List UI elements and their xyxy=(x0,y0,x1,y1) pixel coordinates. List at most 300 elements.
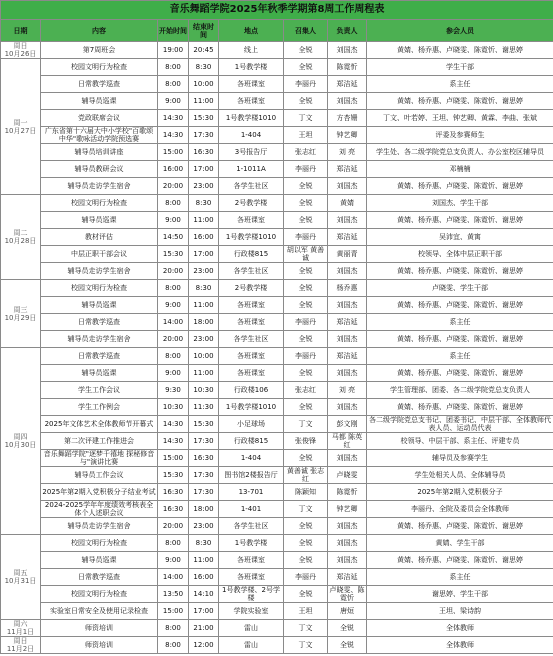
schedule-row xyxy=(1,501,553,518)
cell-end: 23:00 xyxy=(189,331,219,348)
cell-attendees: 黄婧、杨乔惠、卢晓雯、陈霓忻、谢思婷 xyxy=(367,552,553,569)
cell-convener: 李丽丹 xyxy=(284,569,328,586)
header-end: 结束时间 xyxy=(189,20,219,42)
cell-start: 16:00 xyxy=(158,161,189,178)
schedule-row xyxy=(1,263,553,280)
cell-place: 1-1011A xyxy=(219,161,284,178)
day-weekday: 周一 xyxy=(13,118,28,127)
cell-content: 2025年第2期入党积极分子结业考试 xyxy=(41,484,158,501)
schedule-row xyxy=(1,365,553,382)
cell-convener: 李丽丹 xyxy=(284,314,328,331)
schedule-row xyxy=(1,280,553,297)
cell-end: 15:30 xyxy=(189,110,219,127)
cell-end: 16:00 xyxy=(189,229,219,246)
cell-place: 线上 xyxy=(219,42,284,59)
cell-owner: 陈霓忻 xyxy=(328,59,367,76)
cell-owner: 郑洁延 xyxy=(328,229,367,246)
day-weekday: 周日 xyxy=(13,42,28,50)
cell-content: 日常教学巡查 xyxy=(41,569,158,586)
cell-start: 14:00 xyxy=(158,569,189,586)
cell-end: 18:00 xyxy=(189,501,219,518)
cell-content: 学生工作会议 xyxy=(41,382,158,399)
cell-content: 辅导员走访学生宿舍 xyxy=(41,178,158,195)
day-date: 11月2日 xyxy=(6,645,35,653)
cell-content: 辅导员走访学生宿舍 xyxy=(41,518,158,535)
cell-end: 11:00 xyxy=(189,212,219,229)
cell-place: 各班课室 xyxy=(219,314,284,331)
schedule-row xyxy=(1,195,553,212)
cell-start: 8:00 xyxy=(158,620,189,637)
cell-start: 8:00 xyxy=(158,348,189,365)
cell-start: 8:00 xyxy=(158,637,189,654)
cell-owner: 刘国杰 xyxy=(328,212,367,229)
cell-owner: 刘国杰 xyxy=(328,518,367,535)
cell-place: 雷山 xyxy=(219,620,284,637)
cell-content: 辅导员巡课 xyxy=(41,93,158,110)
schedule-row xyxy=(1,178,553,195)
cell-attendees: 吴沛宜、黄寓 xyxy=(367,229,553,246)
cell-place: 1号教学楼1010 xyxy=(219,399,284,416)
cell-owner: 全锐 xyxy=(328,637,367,654)
cell-end: 14:10 xyxy=(189,586,219,603)
cell-start: 10:30 xyxy=(158,399,189,416)
cell-content: 校园文明行为检查 xyxy=(41,195,158,212)
schedule-row xyxy=(1,59,553,76)
cell-start: 16:30 xyxy=(158,501,189,518)
schedule-row xyxy=(1,637,553,654)
header-owner: 负责人 xyxy=(328,20,367,42)
cell-end: 11:00 xyxy=(189,365,219,382)
schedule-row xyxy=(1,450,553,467)
cell-place: 行政楼815 xyxy=(219,433,284,450)
cell-content: 辅导员巡课 xyxy=(41,212,158,229)
cell-start: 15:00 xyxy=(158,603,189,620)
cell-attendees: 评委及参赛师生 xyxy=(367,127,553,144)
cell-place: 各班课室 xyxy=(219,297,284,314)
cell-convener: 全锐 xyxy=(284,331,328,348)
cell-place: 各学生社区 xyxy=(219,178,284,195)
cell-end: 10:00 xyxy=(189,348,219,365)
cell-content: 中层正职干部会议 xyxy=(41,246,158,263)
cell-place: 各班课室 xyxy=(219,552,284,569)
schedule-row xyxy=(1,586,553,603)
cell-attendees: 黄婧、杨乔惠、卢晓雯、陈霓忻、谢思婷 xyxy=(367,42,553,59)
cell-owner: 钟艺卿 xyxy=(328,127,367,144)
cell-owner: 刘国杰 xyxy=(328,331,367,348)
cell-owner: 刘国杰 xyxy=(328,450,367,467)
cell-start: 8:00 xyxy=(158,535,189,552)
schedule-row xyxy=(1,348,553,365)
cell-attendees: 学生干部 xyxy=(367,59,553,76)
cell-start: 8:00 xyxy=(158,76,189,93)
schedule-row xyxy=(1,399,553,416)
cell-start: 9:00 xyxy=(158,212,189,229)
cell-place: 2号教学楼 xyxy=(219,195,284,212)
cell-attendees: 黄婧、杨乔惠、卢晓雯、陈霓忻、谢思婷 xyxy=(367,93,553,110)
schedule-row xyxy=(1,535,553,552)
header-attendees: 参会人员 xyxy=(367,20,553,42)
cell-content: 辅导员巡课 xyxy=(41,297,158,314)
cell-owner: 郑洁延 xyxy=(328,161,367,178)
cell-content: 辅导员走访学生宿舍 xyxy=(41,331,158,348)
schedule-row xyxy=(1,382,553,399)
cell-end: 17:30 xyxy=(189,433,219,450)
cell-owner: 刘国杰 xyxy=(328,399,367,416)
day-weekday: 周三 xyxy=(13,305,28,314)
cell-attendees: 黄婧、杨乔惠、卢晓雯、陈霓忻、谢思婷 xyxy=(367,178,553,195)
cell-owner: 彭文刚 xyxy=(328,416,367,433)
cell-attendees: 黄婧、杨乔惠、卢晓雯、陈霓忻、谢思婷 xyxy=(367,212,553,229)
cell-start: 9:00 xyxy=(158,93,189,110)
cell-convener: 全锐 xyxy=(284,297,328,314)
cell-convener: 胡以军 黄善诚 xyxy=(284,246,328,263)
cell-attendees: 卢晓雯、学生干部 xyxy=(367,280,553,297)
cell-start: 9:00 xyxy=(158,297,189,314)
cell-owner: 刘国杰 xyxy=(328,93,367,110)
cell-place: 各班课室 xyxy=(219,212,284,229)
cell-content: 日常教学巡查 xyxy=(41,76,158,93)
cell-attendees: 系主任 xyxy=(367,314,553,331)
cell-place: 行政楼106 xyxy=(219,382,284,399)
cell-attendees: 黄婧、杨乔惠、卢晓雯、陈霓忻、谢思婷 xyxy=(367,331,553,348)
cell-place: 各班课室 xyxy=(219,93,284,110)
schedule-row xyxy=(1,93,553,110)
schedule-row xyxy=(1,620,553,637)
cell-attendees: 黄婧、杨乔惠、卢晓雯、陈霓忻、谢思婷 xyxy=(367,518,553,535)
cell-owner: 马都 陈英红 xyxy=(328,433,367,450)
cell-attendees: 黄婧、杨乔惠、卢晓雯、陈霓忻、谢思婷 xyxy=(367,297,553,314)
header-convener: 召集人 xyxy=(284,20,328,42)
cell-end: 17:00 xyxy=(189,603,219,620)
cell-attendees: 辅导员及参赛学生 xyxy=(367,450,553,467)
cell-content: 辅导员教研会议 xyxy=(41,161,158,178)
cell-place: 各班课室 xyxy=(219,76,284,93)
cell-place: 小足球场 xyxy=(219,416,284,433)
cell-place: 1-404 xyxy=(219,127,284,144)
cell-attendees: 李丽丹、全院及委员会全体教师 xyxy=(367,501,553,518)
cell-start: 9:00 xyxy=(158,365,189,382)
day-cell xyxy=(1,620,41,637)
cell-start: 14:30 xyxy=(158,127,189,144)
cell-owner: 郑洁延 xyxy=(328,76,367,93)
cell-owner: 刘 亮 xyxy=(328,382,367,399)
cell-end: 23:00 xyxy=(189,178,219,195)
cell-attendees: 全体教师 xyxy=(367,637,553,654)
cell-place: 1号教学楼、2号学楼 xyxy=(219,586,284,603)
cell-convener: 全锐 xyxy=(284,263,328,280)
cell-end: 16:30 xyxy=(189,450,219,467)
cell-owner: 唐烜 xyxy=(328,603,367,620)
cell-start: 8:00 xyxy=(158,280,189,297)
cell-attendees: 邓楠楠 xyxy=(367,161,553,178)
cell-end: 8:30 xyxy=(189,195,219,212)
cell-attendees: 刘国杰、学生干部 xyxy=(367,195,553,212)
cell-place: 各班课室 xyxy=(219,348,284,365)
cell-owner: 郑洁延 xyxy=(328,348,367,365)
cell-end: 17:30 xyxy=(189,467,219,484)
day-cell xyxy=(1,59,41,195)
cell-attendees: 系主任 xyxy=(367,569,553,586)
cell-attendees: 丁文、叶若婷、王坦、钟艺卿、黄霖、李曲、张斌 xyxy=(367,110,553,127)
cell-owner: 刘国杰 xyxy=(328,178,367,195)
cell-start: 9:00 xyxy=(158,552,189,569)
cell-start: 13:50 xyxy=(158,586,189,603)
cell-content: 校园文明行为检查 xyxy=(41,280,158,297)
cell-end: 10:00 xyxy=(189,76,219,93)
cell-convener: 王坦 xyxy=(284,127,328,144)
cell-convener: 全锐 xyxy=(284,59,328,76)
cell-attendees: 各二级学院党总支书记、团委书记、中层干部、全体教师代表人员、运动员代表 xyxy=(367,416,553,433)
cell-attendees: 学生处、各二级学院党总支负责人、办公室校区辅导员 xyxy=(367,144,553,161)
cell-content: 音乐舞蹈学院"逐梦千禧地 探秘修音与"演讲比赛 xyxy=(41,450,158,467)
cell-end: 23:00 xyxy=(189,263,219,280)
cell-start: 14:00 xyxy=(158,314,189,331)
cell-end: 11:00 xyxy=(189,552,219,569)
cell-attendees: 学生处相关人员、全体辅导员 xyxy=(367,467,553,484)
cell-convener: 李丽丹 xyxy=(284,348,328,365)
day-date: 10月26日 xyxy=(4,50,37,58)
cell-owner: 刘国杰 xyxy=(328,552,367,569)
cell-convener: 全锐 xyxy=(284,93,328,110)
cell-start: 8:00 xyxy=(158,195,189,212)
cell-content: 学生工作例会 xyxy=(41,399,158,416)
cell-end: 16:00 xyxy=(189,569,219,586)
cell-place: 13-701 xyxy=(219,484,284,501)
cell-content: 辅导员巡课 xyxy=(41,365,158,382)
header-content: 内容 xyxy=(41,20,158,42)
schedule-row xyxy=(1,76,553,93)
cell-content: 日常教学巡查 xyxy=(41,314,158,331)
schedule-row xyxy=(1,144,553,161)
day-date: 10月31日 xyxy=(4,577,37,585)
cell-end: 12:00 xyxy=(189,637,219,654)
cell-convener: 全锐 xyxy=(284,586,328,603)
cell-place: 1号教学楼1010 xyxy=(219,110,284,127)
cell-end: 8:30 xyxy=(189,280,219,297)
schedule-row xyxy=(1,331,553,348)
cell-start: 20:00 xyxy=(158,263,189,280)
cell-convener: 全锐 xyxy=(284,552,328,569)
cell-start: 8:00 xyxy=(158,59,189,76)
day-date: 10月30日 xyxy=(4,441,37,449)
cell-content: 师资培训 xyxy=(41,620,158,637)
cell-place: 各班课室 xyxy=(219,365,284,382)
cell-content: 辅导员巡课 xyxy=(41,552,158,569)
cell-owner: 郑洁延 xyxy=(328,569,367,586)
schedule-row xyxy=(1,42,553,59)
cell-attendees: 黄婧、杨乔惠、卢晓雯、陈霓忻、谢思婷 xyxy=(367,399,553,416)
cell-place: 1-404 xyxy=(219,450,284,467)
cell-place: 3号报告厅 xyxy=(219,144,284,161)
cell-convener: 丁文 xyxy=(284,620,328,637)
cell-place: 行政楼815 xyxy=(219,246,284,263)
cell-place: 1-401 xyxy=(219,501,284,518)
schedule-row xyxy=(1,416,553,433)
cell-convener: 王坦 xyxy=(284,603,328,620)
cell-attendees: 2025年第2期入党积极分子 xyxy=(367,484,553,501)
cell-start: 14:30 xyxy=(158,110,189,127)
schedule-row xyxy=(1,212,553,229)
cell-start: 19:00 xyxy=(158,42,189,59)
cell-place: 1号教学楼1010 xyxy=(219,229,284,246)
cell-end: 18:00 xyxy=(189,314,219,331)
schedule-row xyxy=(1,484,553,501)
day-weekday: 周五 xyxy=(13,569,28,577)
cell-start: 15:00 xyxy=(158,450,189,467)
cell-attendees: 校领导、全体中层正职干部 xyxy=(367,246,553,263)
cell-convener: 李丽丹 xyxy=(284,76,328,93)
day-weekday: 周六 xyxy=(13,620,28,628)
cell-attendees: 校领导、中层干部、系主任、评建专员 xyxy=(367,433,553,450)
cell-convener: 全锐 xyxy=(284,280,328,297)
cell-content: 校园文明行为检查 xyxy=(41,535,158,552)
schedule-row xyxy=(1,467,553,484)
cell-attendees: 王坦、梁诗韵 xyxy=(367,603,553,620)
cell-start: 20:00 xyxy=(158,178,189,195)
cell-owner: 刘国杰 xyxy=(328,365,367,382)
day-date: 11月1日 xyxy=(6,628,35,636)
cell-content: 辅导员培训讲座 xyxy=(41,144,158,161)
cell-end: 15:30 xyxy=(189,416,219,433)
cell-content: 日常教学巡查 xyxy=(41,348,158,365)
cell-owner: 杨乔惠 xyxy=(328,280,367,297)
cell-attendees: 谢思婷、学生干部 xyxy=(367,586,553,603)
cell-place: 雷山 xyxy=(219,637,284,654)
cell-place: 图书馆2楼报告厅 xyxy=(219,467,284,484)
header-row xyxy=(1,20,553,42)
cell-owner: 卢晓雯 xyxy=(328,467,367,484)
day-weekday: 周四 xyxy=(13,433,28,441)
cell-end: 8:30 xyxy=(189,535,219,552)
cell-end: 11:00 xyxy=(189,93,219,110)
cell-attendees: 黄婧、学生干部 xyxy=(367,535,553,552)
header-place: 地点 xyxy=(219,20,284,42)
schedule-row xyxy=(1,433,553,450)
cell-place: 各班课室 xyxy=(219,569,284,586)
day-cell xyxy=(1,348,41,535)
cell-place: 2号教学楼 xyxy=(219,280,284,297)
cell-content: 实验室日常安全及使用记录检查 xyxy=(41,603,158,620)
cell-convener: 丁文 xyxy=(284,110,328,127)
day-cell xyxy=(1,195,41,280)
cell-owner: 全锐 xyxy=(328,620,367,637)
cell-content: 校园文明行为检查 xyxy=(41,59,158,76)
title-row xyxy=(1,1,553,20)
cell-convener: 李丽丹 xyxy=(284,229,328,246)
cell-attendees: 黄婧、杨乔惠、卢晓雯、陈霓忻、谢思婷 xyxy=(367,263,553,280)
cell-start: 20:00 xyxy=(158,518,189,535)
cell-end: 8:30 xyxy=(189,59,219,76)
cell-end: 11:30 xyxy=(189,399,219,416)
cell-owner: 刘 亮 xyxy=(328,144,367,161)
cell-convener: 丁文 xyxy=(284,637,328,654)
cell-place: 各学生社区 xyxy=(219,263,284,280)
cell-place: 各学生社区 xyxy=(219,331,284,348)
cell-content: 教材评估 xyxy=(41,229,158,246)
cell-owner: 刘国杰 xyxy=(328,42,367,59)
cell-owner: 钟艺卿 xyxy=(328,501,367,518)
cell-owner: 刘国杰 xyxy=(328,535,367,552)
cell-convener: 陈颖知 xyxy=(284,484,328,501)
header-date: 日期 xyxy=(1,20,41,42)
page-title: 音乐舞蹈学院2025年秋季学期第8周工作周程表 xyxy=(1,1,553,20)
schedule-row xyxy=(1,161,553,178)
day-cell xyxy=(1,42,41,59)
cell-convener: 全锐 xyxy=(284,42,328,59)
cell-start: 9:30 xyxy=(158,382,189,399)
schedule-row xyxy=(1,518,553,535)
cell-convener: 黄善诚 张志红 xyxy=(284,467,328,484)
cell-convener: 全锐 xyxy=(284,399,328,416)
day-cell xyxy=(1,535,41,620)
schedule-body xyxy=(1,42,553,654)
cell-place: 1号教学楼 xyxy=(219,535,284,552)
header-start: 开始时间 xyxy=(158,20,189,42)
cell-start: 14:30 xyxy=(158,416,189,433)
cell-end: 21:00 xyxy=(189,620,219,637)
cell-content: 辅导员走访学生宿舍 xyxy=(41,263,158,280)
cell-start: 15:00 xyxy=(158,144,189,161)
cell-start: 15:30 xyxy=(158,246,189,263)
cell-convener: 全锐 xyxy=(284,212,328,229)
cell-attendees: 系主任 xyxy=(367,348,553,365)
day-cell xyxy=(1,280,41,348)
cell-end: 16:30 xyxy=(189,144,219,161)
day-weekday: 周日 xyxy=(13,637,28,645)
cell-owner: 黄婧 xyxy=(328,195,367,212)
cell-convener: 全锐 xyxy=(284,195,328,212)
cell-content: 师资培训 xyxy=(41,637,158,654)
cell-convener: 全锐 xyxy=(284,178,328,195)
cell-attendees: 学生管理部、团委、各二级学院党总支负责人 xyxy=(367,382,553,399)
schedule-row xyxy=(1,314,553,331)
schedule-row xyxy=(1,569,553,586)
day-date: 10月27日 xyxy=(4,126,37,135)
schedule-row xyxy=(1,110,553,127)
cell-start: 16:30 xyxy=(158,484,189,501)
cell-end: 17:00 xyxy=(189,246,219,263)
cell-convener: 李丽丹 xyxy=(284,161,328,178)
cell-content: 2025年文体艺术全体教师节开幕式 xyxy=(41,416,158,433)
cell-content: 校园文明行为检查 xyxy=(41,586,158,603)
cell-attendees: 黄婧、杨乔惠、卢晓雯、陈霓忻、谢思婷 xyxy=(367,365,553,382)
cell-convener: 全锐 xyxy=(284,450,328,467)
cell-end: 23:00 xyxy=(189,518,219,535)
schedule-row xyxy=(1,127,553,144)
schedule-row xyxy=(1,297,553,314)
cell-start: 14:30 xyxy=(158,433,189,450)
cell-end: 17:30 xyxy=(189,484,219,501)
day-date: 10月29日 xyxy=(4,313,37,322)
cell-end: 10:30 xyxy=(189,382,219,399)
cell-place: 各学生社区 xyxy=(219,518,284,535)
schedule-row xyxy=(1,229,553,246)
cell-owner: 郑洁延 xyxy=(328,314,367,331)
cell-attendees: 系主任 xyxy=(367,76,553,93)
cell-owner: 刘国杰 xyxy=(328,297,367,314)
schedule-row xyxy=(1,603,553,620)
schedule-row xyxy=(1,552,553,569)
cell-convener: 丁文 xyxy=(284,416,328,433)
cell-place: 学院实验室 xyxy=(219,603,284,620)
cell-owner: 卢晓雯、陈霓忻 xyxy=(329,586,365,602)
cell-convener: 全锐 xyxy=(284,365,328,382)
day-date: 10月28日 xyxy=(4,237,37,245)
cell-end: 17:00 xyxy=(189,161,219,178)
cell-content: 第二次评建工作推进会 xyxy=(41,433,158,450)
cell-convener: 丁文 xyxy=(284,501,328,518)
cell-start: 14:50 xyxy=(158,229,189,246)
